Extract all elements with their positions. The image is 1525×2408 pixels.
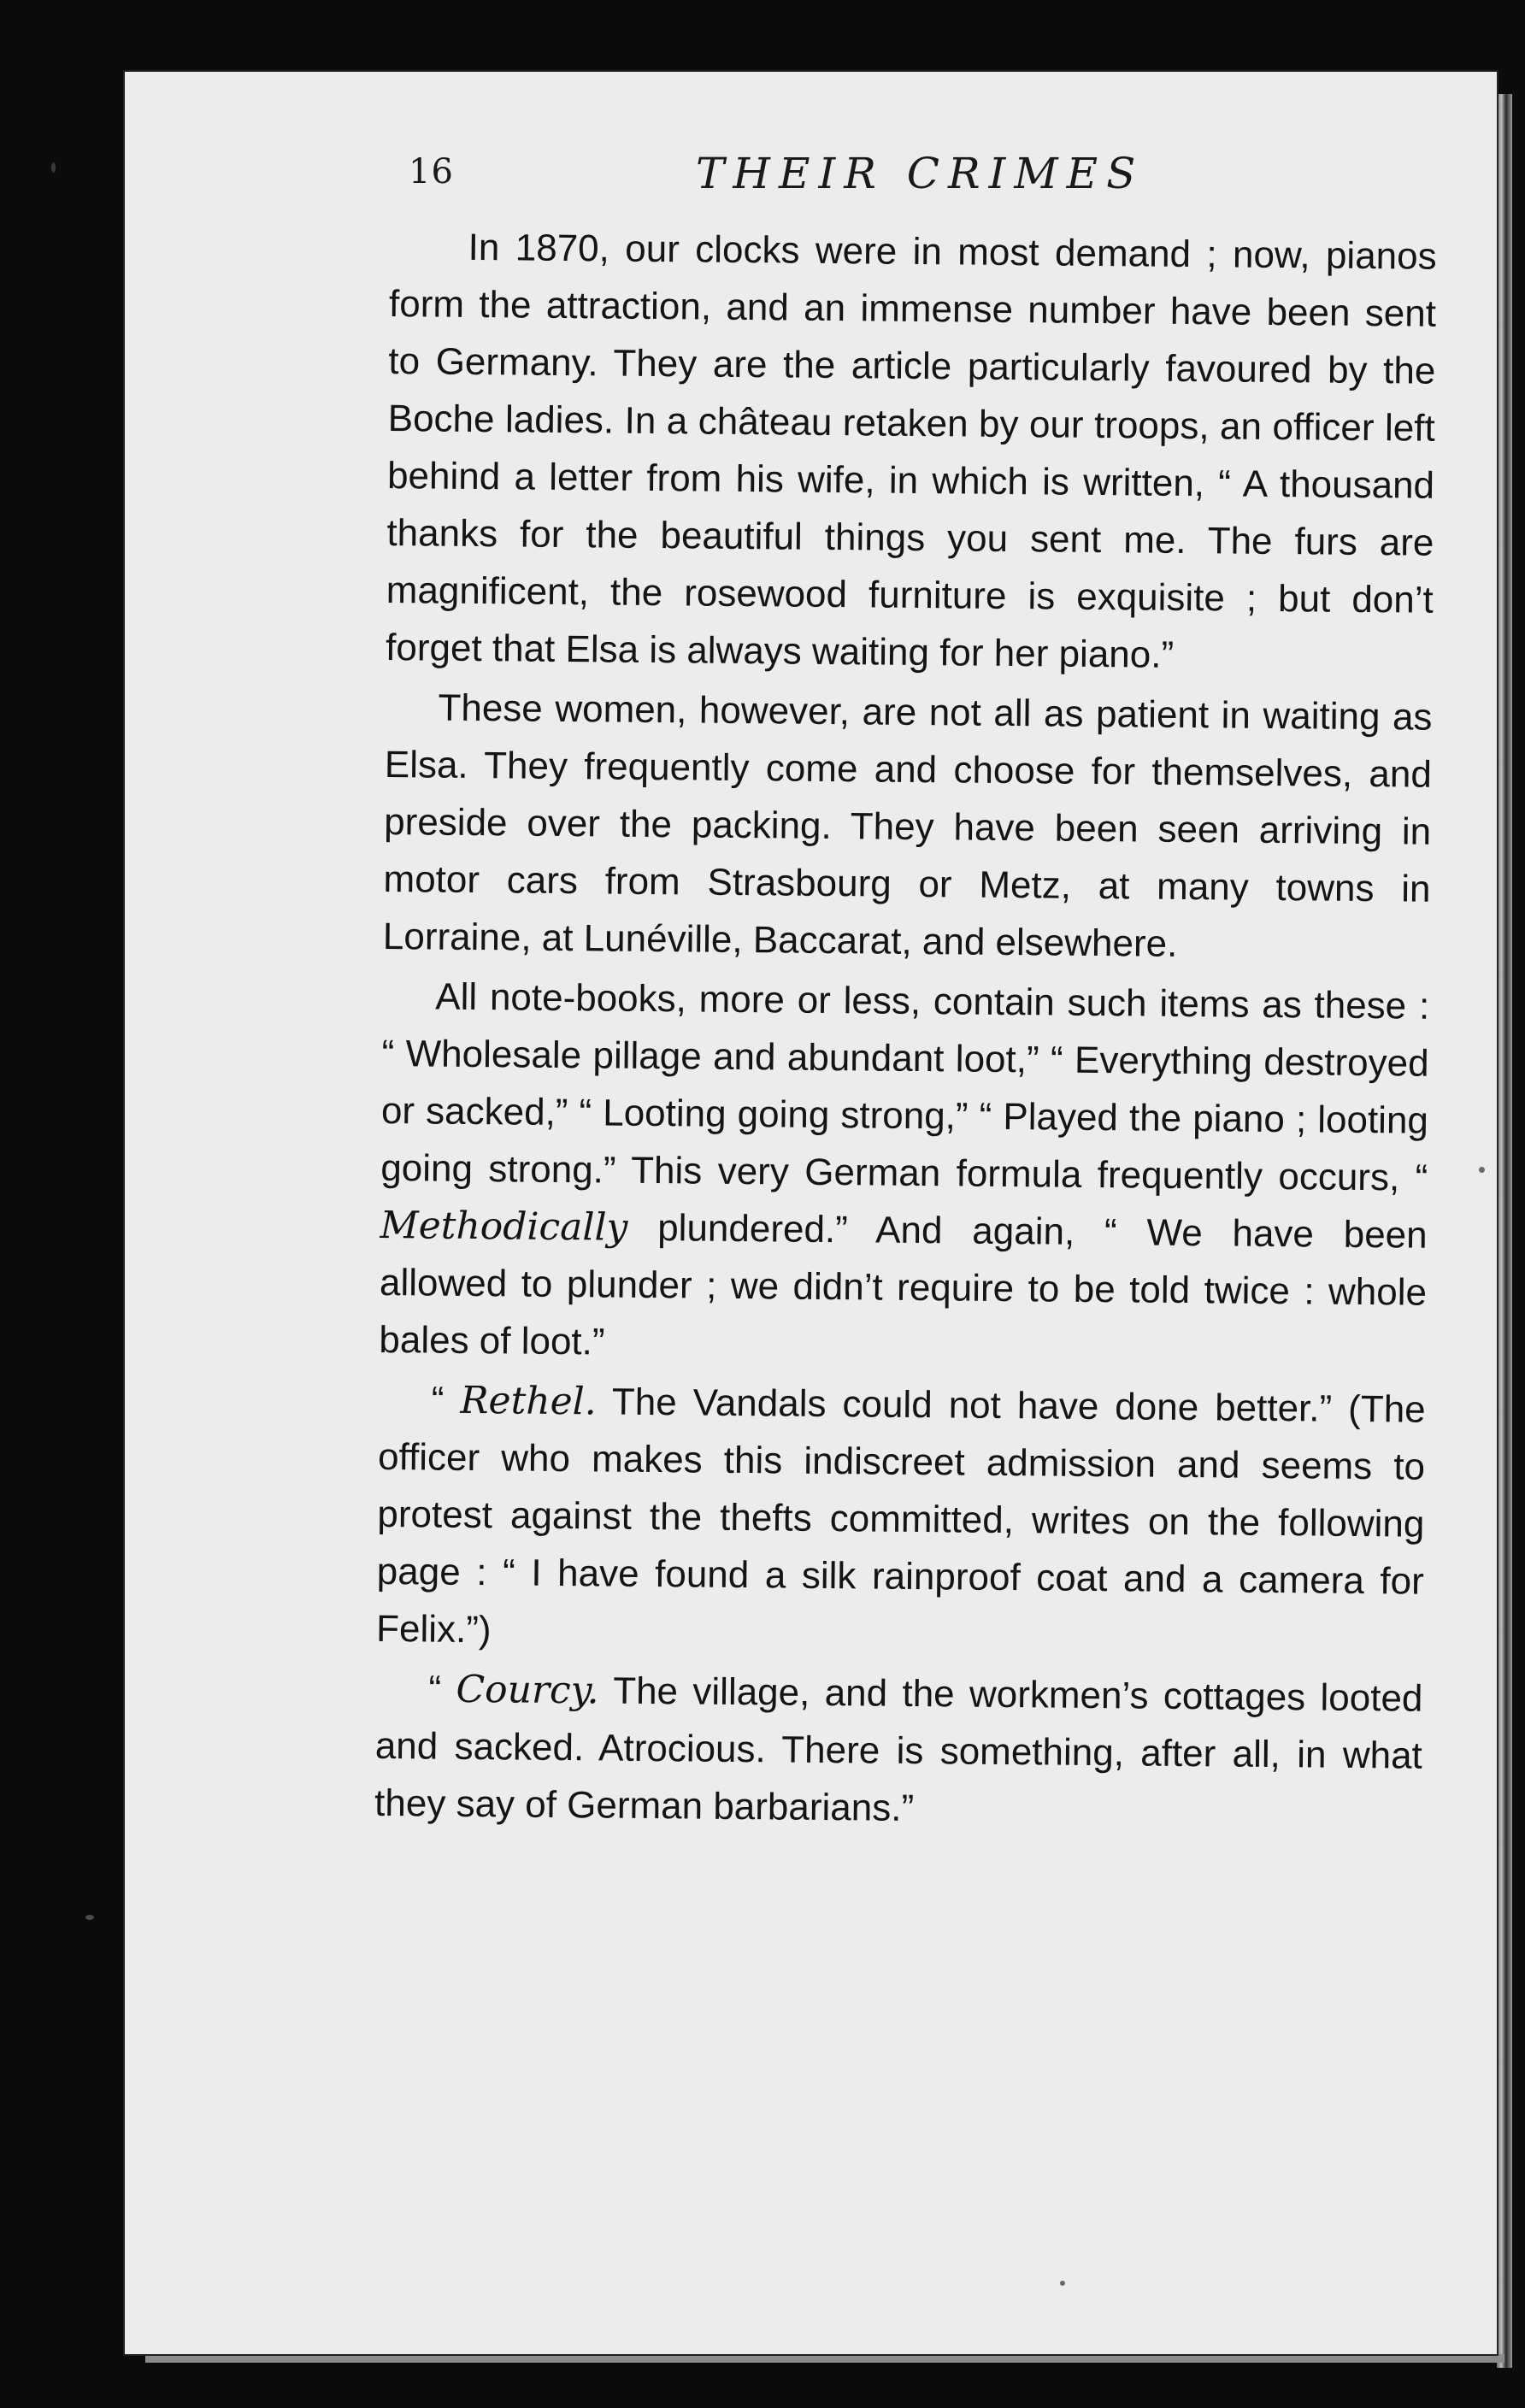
page-number: 16 — [409, 152, 454, 191]
text-span: These women, however, are not all as patient in waiting as Elsa. They frequently come and choose for themselves, and preside over the packing. They have been seen arriving in motor cars from Strasbourg or Metz, at many towns in Lorraine, at Lunéville, Baccarat, and elsewhere. — [382, 686, 1433, 965]
paragraph — [386, 218, 1437, 686]
scan-speck — [85, 1915, 94, 1920]
italic-text-span: Methodically — [380, 1203, 628, 1250]
scan-speck — [51, 162, 56, 173]
text-span: In 1870, our clocks were in most demand ; now, pianos form the attraction, and an immense number have been sent to Germany. They are the article particularly favoured by the Boche ladies. In a château retaken by our troops, an officer left behind a letter from his wife, in which is written, “ A thousand thanks for the beautiful things you sent me. The furs are magnificent, the rosewood furniture is exquisite ; but don’t forget that Elsa is always waiting for her piano.” — [385, 226, 1437, 676]
paragraph — [383, 679, 1433, 975]
text-span: “ — [428, 1668, 456, 1710]
scan-speck — [1060, 2281, 1065, 2286]
italic-text-span: Courcy. — [456, 1667, 599, 1713]
page-header — [409, 149, 1434, 203]
text-span: The village, and the workmen’s cottages looted and sacked. Atrocious. There is something, after all, in what they say of German barbarians.” — [374, 1669, 1423, 1829]
paragraph — [379, 968, 1429, 1379]
italic-text-span: Rethel. — [460, 1378, 597, 1424]
paragraph — [376, 1371, 1426, 1668]
page-edge-bottom — [145, 2354, 1504, 2363]
text-span: “ — [431, 1379, 461, 1422]
text-span: plundered.” And again, “ We have been allowed to plunder ; we didn’t require to be told twice : whole bales of loot.” — [379, 1206, 1428, 1363]
running-head: THEIR CRIMES — [696, 149, 1145, 198]
body-text — [374, 218, 1437, 1845]
text-span: The Vandals could not have done better.” (The officer who makes this indiscreet admission and seems to protest against the thefts committed, writes on the following page : “ I have found a silk rainproof coat and a camera for Felix.”) — [375, 1381, 1426, 1651]
scan-speck — [1479, 1167, 1485, 1173]
page-edge-right — [1497, 94, 1512, 2368]
paragraph — [374, 1660, 1423, 1842]
text-span: All note-books, more or less, contain such items as these : “ Wholesale pillage and abundant loot,” “ Everything destroyed or sacked,” “ Looting going strong,” “ Played the piano ; looting going strong.” This very German formula frequently occurs, “ — [380, 975, 1430, 1199]
